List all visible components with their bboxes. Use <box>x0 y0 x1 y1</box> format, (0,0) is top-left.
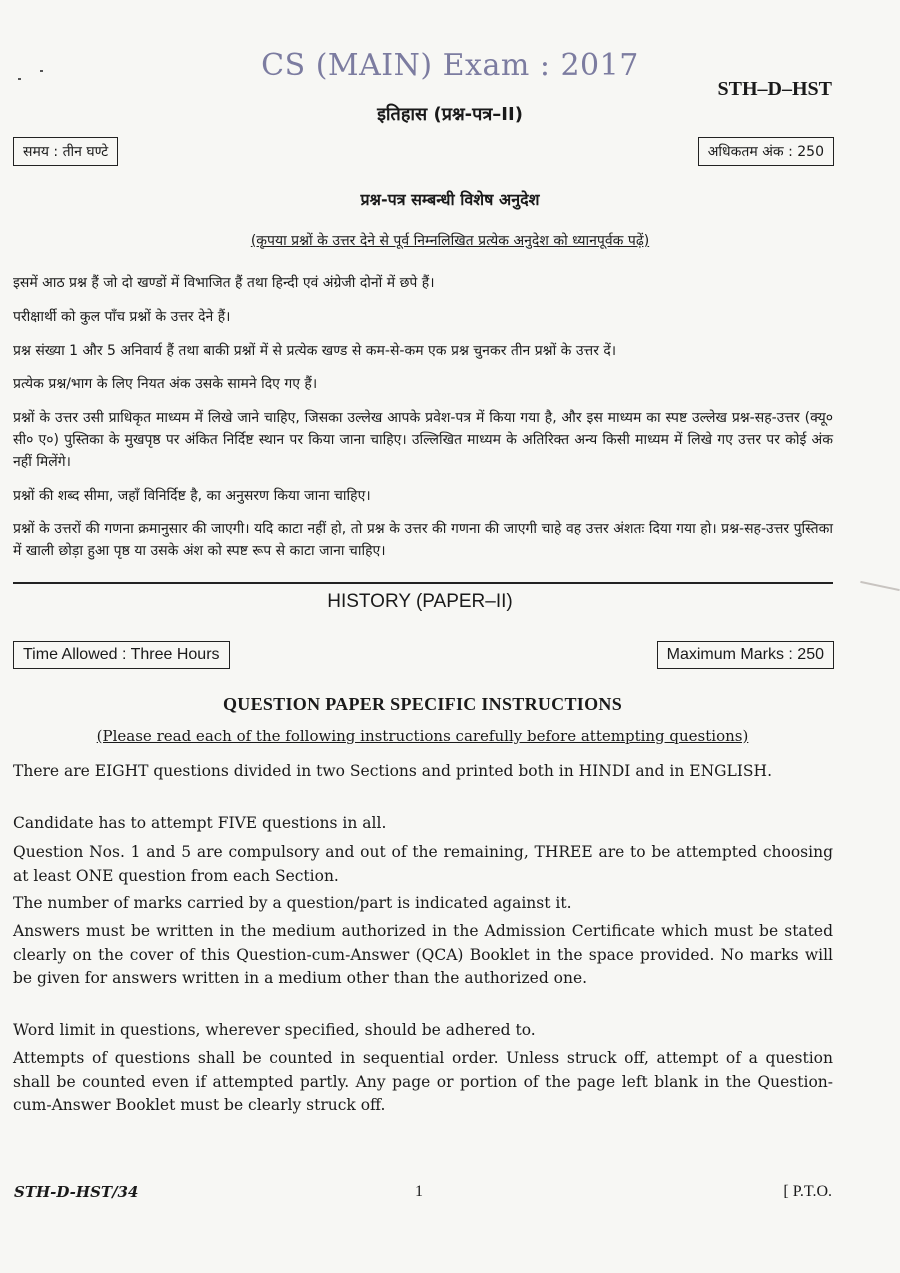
section-divider <box>13 582 833 584</box>
hindi-instruction-6: प्रश्नों की शब्द सीमा, जहाँ विनिर्दिष्ट है, का अनुसरण किया जाना चाहिए। <box>13 488 371 504</box>
hindi-instruction-1: इसमें आठ प्रश्न हैं जो दो खण्डों में विभाजित हैं तथा हिन्दी एवं अंग्रेजी दोनों में छपे हैं। <box>13 275 435 291</box>
please-turn-over: [ P.T.O. <box>783 1183 832 1200</box>
hindi-instruction-2: परीक्षार्थी को कुल पाँच प्रश्नों के उत्तर देने हैं। <box>13 309 231 325</box>
hindi-instruction-3: प्रश्न संख्या 1 और 5 अनिवार्य हैं तथा बाकी प्रश्नों में से प्रत्येक खण्ड से कम-से-कम एक प्रश्न चुनकर तीन प्रश्नों के उत्तर दें। <box>13 343 617 359</box>
english-instruction-4: The number of marks carried by a question/part is indicated against it. <box>13 894 572 912</box>
english-instruction-2: Candidate has to attempt FIVE questions in all. <box>13 814 387 832</box>
hindi-subject-title: इतिहास (प्रश्न-पत्र–II) <box>377 104 523 125</box>
english-instructions-subheading: (Please read each of the following instructions carefully before attempting questions) <box>96 727 749 745</box>
exam-stamp: CS (MAIN) Exam : 2017 <box>261 48 639 83</box>
scan-edge-mark <box>860 581 900 591</box>
time-allowed-box: Time Allowed : Three Hours <box>13 641 230 669</box>
footer-paper-code: STH-D-HST/34 <box>14 1183 139 1201</box>
hindi-time-box: समय : तीन घण्टे <box>13 137 118 166</box>
hindi-max-marks-box: अधिकतम अंक : 250 <box>698 137 834 166</box>
paper-code: STH–D–HST <box>717 78 832 100</box>
english-instruction-1: There are EIGHT questions divided in two Sections and printed both in HINDI and in ENGLISH. <box>13 762 772 780</box>
hindi-instructions-subheading: (कृपया प्रश्नों के उत्तर देने से पूर्व निम्नलिखित प्रत्येक अनुदेश को ध्यानपूर्वक पढ़ें) <box>250 233 650 249</box>
english-instruction-7: Attempts of questions shall be counted in sequential order. Unless struck off, attempt of a question shall be counted even if attempted partly. Any page or portion of the page left blank in the Question-cum-Answer Booklet must be clearly struck off. <box>13 1049 833 1114</box>
hindi-instruction-7: प्रश्नों के उत्तरों की गणना क्रमानुसार की जाएगी। यदि काटा नहीं हो, तो प्रश्न के उत्तर की गणना की जाएगी चाहे वह उत्तर अंशतः दिया गया हो। प्रश्न-सह-उत्तर पुस्तिका में खाली छोड़ा हुआ पृष्ठ या उसके अंश को स्पष्ट रूप से काटा जाना चाहिए। <box>13 521 833 559</box>
max-marks-box: Maximum Marks : 250 <box>657 641 834 669</box>
english-instruction-5: Answers must be written in the medium authorized in the Admission Certificate which must be stated clearly on the cover of this Question-cum-Answer (QCA) Booklet in the space provided. No marks will be given for answers written in a medium other than the authorized one. <box>13 922 833 987</box>
page-number: 1 <box>415 1183 423 1200</box>
hindi-instruction-4: प्रत्येक प्रश्न/भाग के लिए नियत अंक उसके सामने दिए गए हैं। <box>13 376 318 392</box>
hindi-instruction-5: प्रश्नों के उत्तर उसी प्राधिकृत माध्यम में लिखे जाने चाहिए, जिसका उल्लेख आपके प्रवेश-पत्र में किया गया है, और इस माध्यम का स्पष्ट उल्लेख प्रश्न-सह-उत्तर (क्यू० सी० ए०) पुस्तिका के मुखपृष्ठ पर अंकित निर्दिष्ट स्थान पर किया जाना चाहिए। उल्लिखित माध्यम के अतिरिक्त अन्य किसी माध्यम में लिखे गए उत्तर पर कोई अंक नहीं मिलेंगे। <box>13 410 833 470</box>
english-instructions-heading: QUESTION PAPER SPECIFIC INSTRUCTIONS <box>222 694 623 714</box>
hindi-instructions-heading: प्रश्न-पत्र सम्बन्धी विशेष अनुदेश <box>360 190 540 209</box>
english-instruction-6: Word limit in questions, wherever specified, should be adhered to. <box>13 1021 536 1039</box>
english-subject-title: HISTORY (PAPER–II) <box>327 591 513 612</box>
english-instruction-3: Question Nos. 1 and 5 are compulsory and out of the remaining, THREE are to be attempted choosing at least ONE question from each Section. <box>13 843 833 885</box>
